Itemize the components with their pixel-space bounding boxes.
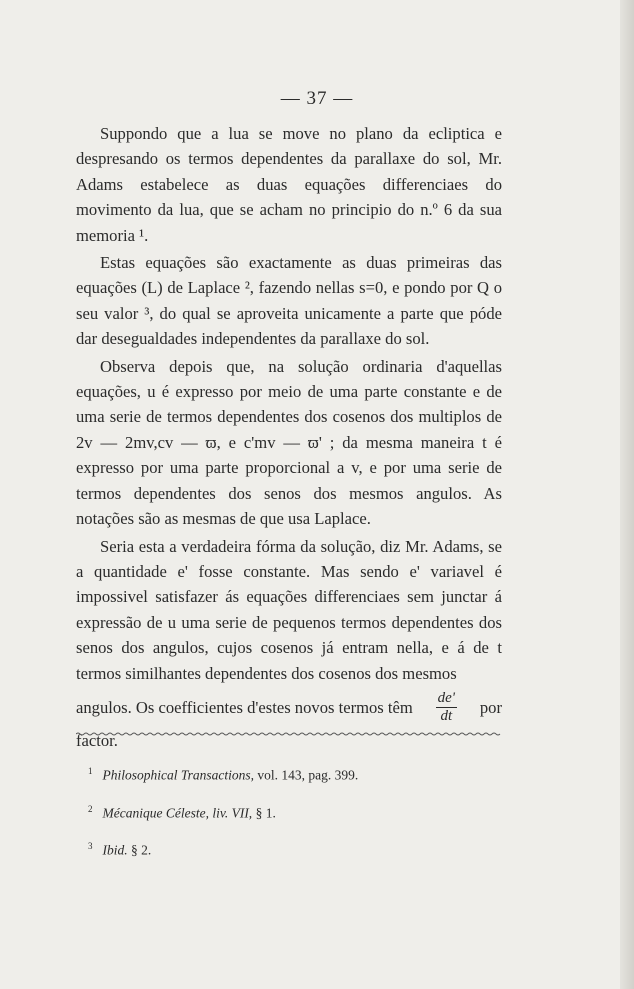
paragraph-1: Suppondo que a lua se move no plano da ecliptica e despresando os termos dependentes da parallaxe do sol, Mr. Adams estabelece as duas equações differenciaes do movimento da lua, que se acham no principio do n.º 6 da sua memoria ¹. bbox=[76, 124, 502, 245]
fraction-line-before: angulos. Os coefficientes d'estes novos termos têm bbox=[76, 698, 413, 718]
footnote-wavy-rule bbox=[76, 732, 502, 736]
footnote-1 bbox=[88, 762, 508, 785]
last-line: factor. bbox=[76, 730, 118, 750]
footnotes bbox=[88, 762, 508, 875]
fraction-denominator: dt bbox=[440, 708, 453, 725]
footnote-mark: 2 bbox=[88, 803, 93, 814]
page-number: — 37 — bbox=[280, 88, 354, 109]
paragraph-4: Seria esta a verdadeira fórma da solução, diz Mr. Adams, se a quantidade e' fosse constante. Mas sendo e' variavel é impossivel satisfazer ás equações differenciaes sem junctar á expressão de u uma serie de pequenos termos dependentes dos senos dos angulos, cujos cosenos já entram nella, e á de t termos similhantes dependentes dos cosenos dos mesmos bbox=[76, 536, 502, 683]
fraction-line bbox=[76, 688, 502, 728]
footnote-title: Philosophical Transactions, bbox=[102, 767, 255, 783]
fraction-line-after: por bbox=[479, 698, 502, 718]
footnote-rest: vol. 143, pag. 399. bbox=[254, 767, 359, 783]
fraction-de-dt bbox=[436, 690, 457, 725]
page-edge bbox=[620, 0, 634, 989]
footnote-2 bbox=[88, 800, 508, 823]
paragraph-2: Estas equações são exactamente as duas primeiras das equações (L) de Laplace ², fazendo nellas s=0, e pondo por Q o seu valor ³, do qual se aproveita unicamente a parte que póde dar desegualdades independentes da parallaxe do sol. bbox=[76, 253, 502, 349]
footnote-title: Mécanique Céleste, liv. VII, bbox=[102, 805, 253, 820]
fraction-numerator: de' bbox=[437, 690, 456, 707]
footnote-rest: § 2. bbox=[127, 842, 152, 858]
main-text bbox=[76, 121, 502, 753]
footnote-mark: 1 bbox=[88, 766, 93, 776]
paragraph-3: Observa depois que, na solução ordinaria d'aquellas equações, u é expresso por meio de uma parte constante e de uma serie de termos dependentes dos cosenos dos multiplos de 2v — 2mv,cv — ϖ, e c'mv — ϖ' ; da mesma maneira t é expresso por uma parte proporcional a v, e por uma serie de termos dependentes dos senos dos mesmos angulos. As notações são as mesmas de que usa Laplace. bbox=[76, 356, 502, 529]
footnote-title: Ibid. bbox=[102, 842, 128, 858]
footnote-mark: 3 bbox=[88, 841, 93, 851]
footnote-3 bbox=[88, 837, 508, 860]
footnote-rest: § 1. bbox=[252, 805, 276, 820]
